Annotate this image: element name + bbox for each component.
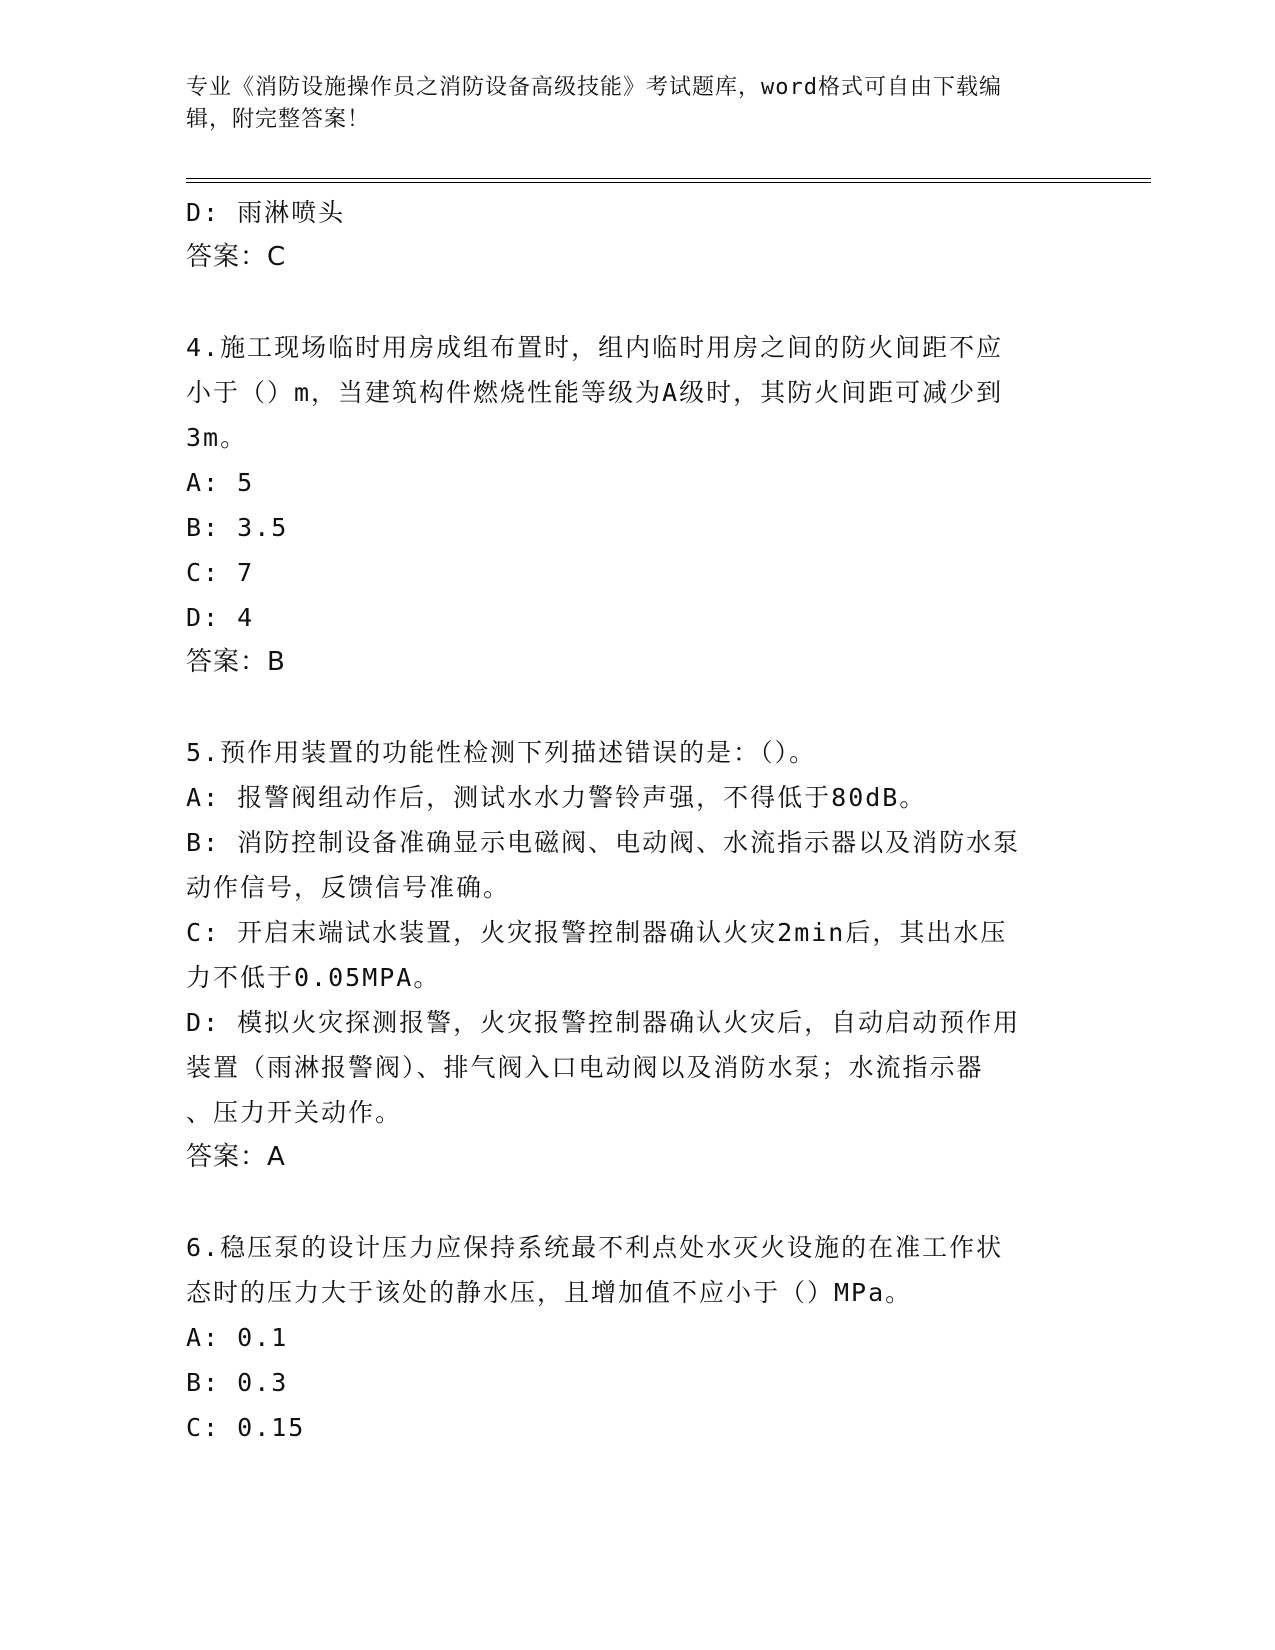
q6-option-c: C: 0.15 — [186, 1413, 306, 1442]
question-6 — [186, 1225, 1076, 1450]
q5-option-c-cont: 力不低于0.05MPA。 — [186, 963, 441, 992]
q5-option-d-cont: 装置（雨淋报警阀）、排气阀入口电动阀以及消防水泵；水流指示器 — [186, 1053, 984, 1082]
question-5 — [186, 730, 1076, 1180]
header-line: 专业《消防设施操作员之消防设备高级技能》考试题库，word格式可自由下载编 — [186, 75, 1002, 100]
spacer — [186, 685, 1076, 730]
q5-option-d-cont: 、压力开关动作。 — [186, 1098, 403, 1127]
q4-option-a: A: 5 — [186, 468, 255, 497]
spacer — [186, 280, 1076, 325]
q4-option-b: B: 3.5 — [186, 513, 289, 542]
q4-stem-line: 4.施工现场临时用房成组布置时，组内临时用房之间的防火间距不应 — [186, 333, 1004, 362]
q6-option-b: B: 0.3 — [186, 1368, 289, 1397]
header-rule-top — [186, 178, 1151, 179]
q5-option-b-cont: 动作信号，反馈信号准确。 — [186, 873, 511, 902]
q5-option-a: A: 报警阀组动作后，测试水水力警铃声强，不得低于80dB。 — [186, 783, 927, 812]
q4-option-d: D: 4 — [186, 603, 255, 632]
question-4 — [186, 325, 1076, 685]
header-rule-bottom — [186, 182, 1151, 183]
q5-stem-line: 5.预作用装置的功能性检测下列描述错误的是：（）。 — [186, 738, 817, 767]
q5-option-d: D: 模拟火灾探测报警，火灾报警控制器确认火灾后，自动启动预作用 — [186, 1008, 1021, 1037]
page-header — [186, 72, 1066, 136]
q5-answer: 答案：A — [186, 1142, 286, 1172]
q3-option-d: D: 雨淋喷头 — [186, 198, 346, 227]
header-line: 辑，附完整答案！ — [186, 107, 371, 132]
q6-stem-line: 态时的压力大于该处的静水压，且增加值不应小于（）MPa。 — [186, 1278, 913, 1307]
spacer — [186, 1180, 1076, 1225]
q5-option-c: C: 开启末端试水装置，火灾报警控制器确认火灾2min后，其出水压 — [186, 918, 1008, 947]
q6-option-a: A: 0.1 — [186, 1323, 289, 1352]
question-content — [186, 190, 1076, 1450]
q4-answer: 答案：B — [186, 647, 286, 677]
q6-stem-line: 6.稳压泵的设计压力应保持系统最不利点处水灭火设施的在准工作状 — [186, 1233, 1004, 1262]
q4-stem-line: 小于（）m，当建筑构件燃烧性能等级为A级时，其防火间距可减少到 — [186, 378, 1004, 407]
q3-answer: 答案：C — [186, 242, 287, 272]
q4-stem-line: 3m。 — [186, 423, 248, 452]
q4-option-c: C: 7 — [186, 558, 255, 587]
q5-option-b: B: 消防控制设备准确显示电磁阀、电动阀、水流指示器以及消防水泵 — [186, 828, 1021, 857]
